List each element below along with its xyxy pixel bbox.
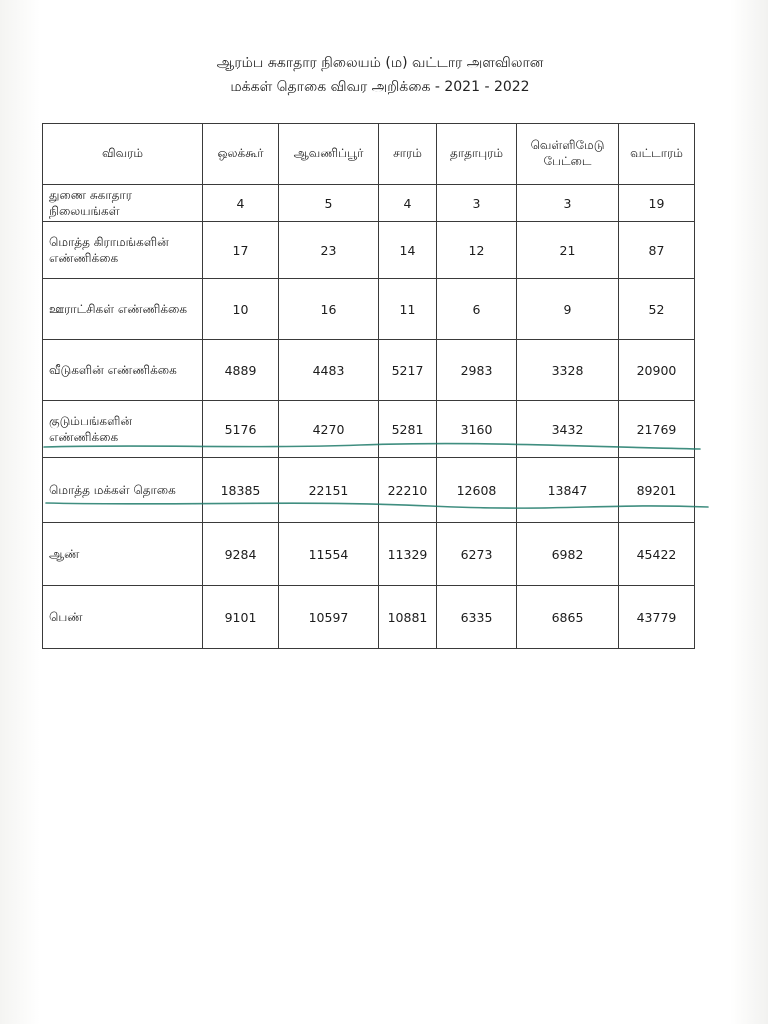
table-cell: 10597	[279, 586, 379, 649]
table-cell: 4889	[203, 340, 279, 401]
population-table	[42, 123, 695, 649]
table-cell: 11329	[379, 523, 437, 586]
table-cell: 14	[379, 222, 437, 279]
row-label: வீடுகளின் எண்ணிக்கை	[43, 340, 203, 401]
table-cell: 19	[619, 185, 695, 222]
table-cell: 4483	[279, 340, 379, 401]
table-cell: 20900	[619, 340, 695, 401]
header-block-total: வட்டாரம்	[619, 124, 695, 185]
row-label: மொத்த கிராமங்களின் எண்ணிக்கை	[43, 222, 203, 279]
row-label: பெண்	[43, 586, 203, 649]
table-cell: 10	[203, 279, 279, 340]
table-cell: 21769	[619, 401, 695, 458]
table-cell: 11	[379, 279, 437, 340]
table-cell: 3	[437, 185, 517, 222]
table-row	[43, 458, 695, 523]
table-cell: 5176	[203, 401, 279, 458]
table-row	[43, 586, 695, 649]
row-label: ஊராட்சிகள் எண்ணிக்கை	[43, 279, 203, 340]
table-row	[43, 340, 695, 401]
table-cell: 6982	[517, 523, 619, 586]
table-cell: 22210	[379, 458, 437, 523]
table-cell: 6273	[437, 523, 517, 586]
table-cell: 9101	[203, 586, 279, 649]
table-cell: 23	[279, 222, 379, 279]
report-title-line-1: ஆரம்ப சுகாதார நிலையம் (ம) வட்டார அளவிலான	[216, 55, 544, 71]
table-cell: 9284	[203, 523, 279, 586]
row-label: குடும்பங்களின் எண்ணிக்கை	[43, 401, 203, 458]
header-olakkur: ஒலக்கூர்	[203, 124, 279, 185]
table-cell: 3160	[437, 401, 517, 458]
table-cell: 13847	[517, 458, 619, 523]
table-cell: 45422	[619, 523, 695, 586]
table-cell: 5217	[379, 340, 437, 401]
row-label: ஆண்	[43, 523, 203, 586]
report-title-line-2: மக்கள் தொகை விவர அறிக்கை - 2021 - 2022	[230, 79, 530, 95]
table-cell: 43779	[619, 586, 695, 649]
header-details: விவரம்	[43, 124, 203, 185]
table-cell: 52	[619, 279, 695, 340]
table-cell: 2983	[437, 340, 517, 401]
table-cell: 3328	[517, 340, 619, 401]
table-cell: 87	[619, 222, 695, 279]
table-cell: 12	[437, 222, 517, 279]
table-cell: 9	[517, 279, 619, 340]
table-cell: 11554	[279, 523, 379, 586]
table-row	[43, 279, 695, 340]
table-cell: 4270	[279, 401, 379, 458]
table-cell: 12608	[437, 458, 517, 523]
table-cell: 10881	[379, 586, 437, 649]
table-cell: 18385	[203, 458, 279, 523]
table-cell: 21	[517, 222, 619, 279]
table-cell: 6865	[517, 586, 619, 649]
row-label: மொத்த மக்கள் தொகை	[43, 458, 203, 523]
table-cell: 17	[203, 222, 279, 279]
header-saram: சாரம்	[379, 124, 437, 185]
table-row	[43, 401, 695, 458]
table-row	[43, 185, 695, 222]
table-cell: 16	[279, 279, 379, 340]
table-cell: 89201	[619, 458, 695, 523]
table-cell: 22151	[279, 458, 379, 523]
table-cell: 6335	[437, 586, 517, 649]
table-cell: 4	[379, 185, 437, 222]
table-cell: 4	[203, 185, 279, 222]
table-cell: 5	[279, 185, 379, 222]
header-thathapuram: தாதாபுரம்	[437, 124, 517, 185]
table-row	[43, 523, 695, 586]
header-vellimedu-pettai: வெள்ளிமேடு பேட்டை	[517, 124, 619, 185]
table-cell: 6	[437, 279, 517, 340]
table-cell: 3	[517, 185, 619, 222]
table-header-row	[43, 124, 695, 185]
header-avanippur: ஆவணிப்பூர்	[279, 124, 379, 185]
table-row	[43, 222, 695, 279]
table-cell: 3432	[517, 401, 619, 458]
table-cell: 5281	[379, 401, 437, 458]
row-label: துணை சுகாதார நிலையங்கள்	[43, 185, 203, 222]
